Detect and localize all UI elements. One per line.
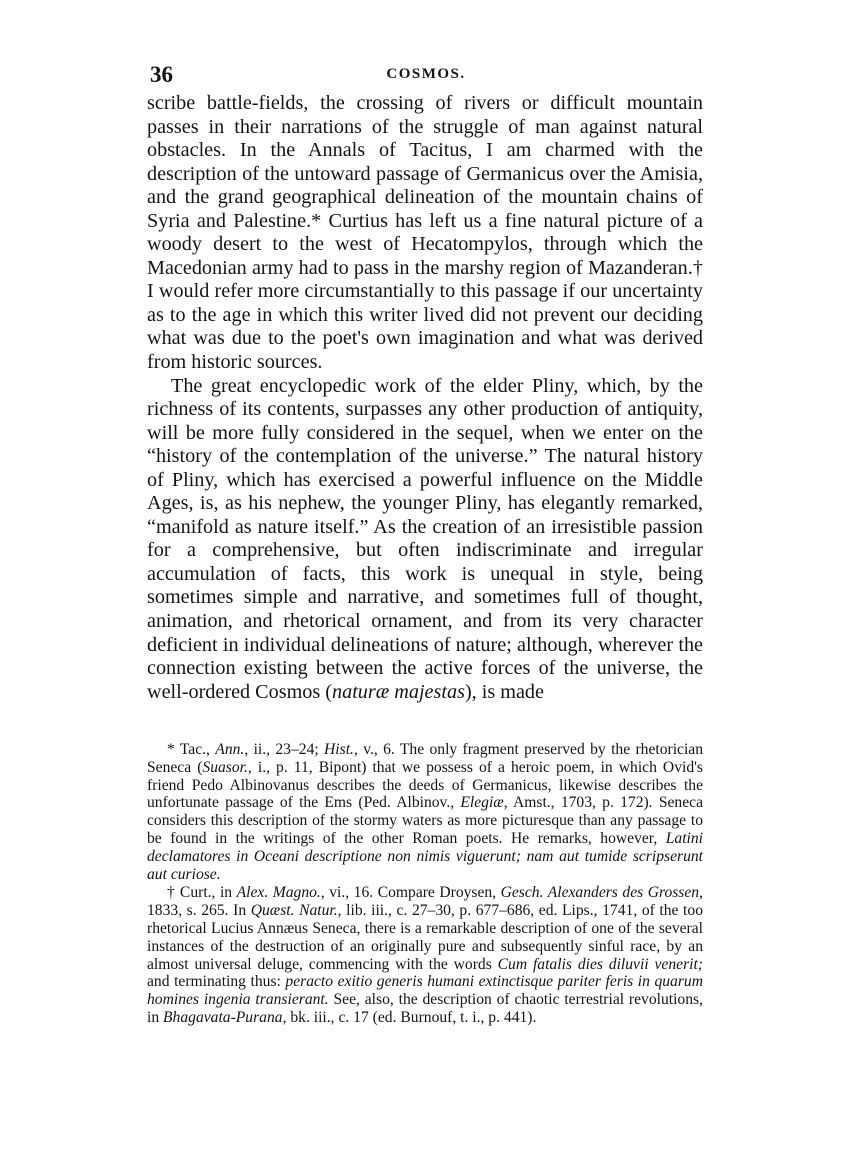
footnote: [147, 884, 703, 1026]
paragraph-text: The great encyclopedic work of the elder Pliny, which, by the richness of its contents, surpasses any other production of antiquity, will be more fully considered in the sequel, when we enter on the “history of the contemplation of the universe.” The natural history of Pliny, which has exercised a powerful influence on the Middle Ages, is, as his nephew, the younger Pliny, has elegantly remarked, “manifold as nature itself.” As the creation of an irresistible passion for a comprehensive, but often indiscriminate and irregular accumulation of facts, this work is unequal in style, being sometimes simple and narrative, and sometimes full of thought, animation, and rhetorical ornament, and from its very character deficient in individual delineations of nature; although, wherever the connection existing between the active forces of the universe, the well-ordered Cosmos (: [147, 374, 703, 703]
running-title: COSMOS.: [386, 66, 466, 82]
footnote-text: * Tac.,: [167, 741, 216, 758]
footnote-italic-text: Alex. Magno.: [236, 884, 321, 902]
body-paragraph: scribe battle-fields, the crossing of rivers or difficult mountain passes in their narrations of the struggle of man against natural obstacles. In the Annals of Tacitus, I am charmed with the description of the untoward passage of Germanicus over the Amisia, and the grand geographical delineation of the mountain chains of Syria and Palestine.* Curtius has left us a fine natural picture of a woody desert to the west of Hecatompylos, through which the Macedonian army had to pass in the marshy region of Mazanderan.† I would refer more circumstantially to this passage if our uncertainty as to the age in which this writer lived did not prevent our deciding what was due to the poet's own imagination and what was derived from historic sources.: [147, 92, 703, 374]
footnote-text: , Amst., 1703, p. 172). Seneca considers this description of the stormy waters as more picturesque than any passage to be found in the writings of the other Roman poets. He remarks, however,: [147, 794, 703, 847]
footnote-italic-text: Gesch. Alexanders des Grossen: [500, 884, 700, 902]
footnote-italic-text: Ann.: [215, 741, 245, 758]
footnote-text: , v., 6. The only fragment preserved by the rhetorician Seneca (: [147, 741, 703, 776]
footnote-italic-text: Hist.: [324, 741, 354, 758]
footnote-italic-text: Suasor.: [202, 758, 248, 776]
footnotes: [147, 741, 703, 1028]
footnote-italic-text: Elegiæ: [460, 794, 504, 812]
footnote-text: , lib. iii., c. 27–30, p. 677–686, ed. Lips., 1741, of the too rhetorical Lucius Annæus Seneca, there is a remarkable description of one of the several instances of the destruction of an originally pure and subsequently sinful race, by an almost universal deluge, commencing with the words: [147, 902, 703, 973]
italic-phrase: naturæ majestas: [332, 680, 465, 703]
footnote: [147, 741, 703, 883]
footnote-italic-text: peracto exitio generis humani extinctisque pariter feris in quarum homines ingenia transierant.: [147, 973, 703, 1009]
footnote-text: † Curt., in: [167, 884, 237, 902]
footnote-italic-text: Cum fatalis dies diluvii venerit;: [497, 955, 703, 973]
footnote-italic-text: Quæst. Natur.: [250, 902, 338, 920]
page-header: [150, 62, 702, 92]
footnote-italic-text: Latini declamatores in Oceani descriptione non nimis viguerunt; nam aut tumide scripserunt aut curiose.: [147, 829, 703, 883]
paragraph-text: ), is made: [464, 680, 544, 703]
body-text: [147, 92, 703, 704]
footnote-text: , i., p. 11, Bipont) that we possess of a heroic poem, in which Ovid's friend Pedo Albinovanus describes the deeds of Germanicus, likewise describes the unfortunate passage of the Ems (Ped. Albinov.,: [147, 758, 704, 812]
footnote-text: and terminating thus:: [147, 973, 286, 991]
footnote-text: , 1833, s. 265. In: [147, 884, 704, 920]
footnote-text: , ii., 23–24;: [244, 741, 325, 758]
body-paragraph: [147, 375, 703, 705]
footnote-text: , bk. iii., c. 17 (ed. Burnouf, t. i., p. 441).: [282, 1008, 537, 1026]
footnote-text: , vi., 16. Compare Droysen,: [320, 884, 501, 902]
footnote-italic-text: Bhagavata-Purana: [163, 1008, 283, 1026]
footnote-text: See, also, the description of chaotic terrestrial revolutions, in: [147, 991, 703, 1026]
page-number: 36: [150, 62, 173, 87]
